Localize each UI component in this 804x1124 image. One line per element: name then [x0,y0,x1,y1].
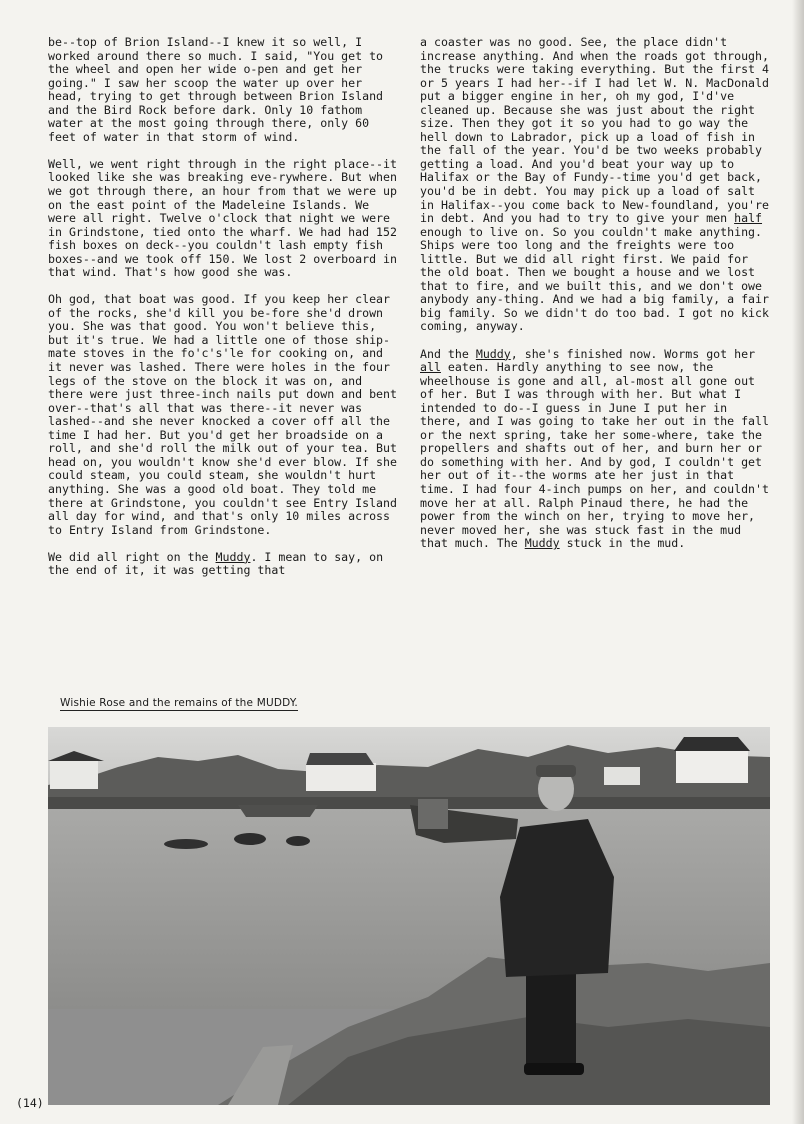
photo-illustration [48,727,770,1105]
building [50,761,98,789]
page-number: (14) [16,1096,44,1110]
left-column [48,36,402,591]
paragraph: be--top of Brion Island--I knew it so well, I worked around there so much. I said, "You get to the wheel and open her wide o-pen and get her going." I saw her scoop the water up over her head, trying to get through between Brion Island and the Bird Rock before dark. Only 10 fathom water at the most going through there, only 60 feet of water in that storm of wind. [48,35,384,144]
building [306,763,376,791]
photo-caption: Wishie Rose and the remains of the MUDDY. [60,697,298,709]
boat-name: Muddy [475,346,511,361]
paragraph: Well, we went right through in the right place--it looked like she was breaking eve-rywhere. But when we got through there, an hour from that we were up on the east point of the Madeleine Islands. We were all right. Twelve o'clock that night we were in Grindstone, tied onto the wharf. We had had 152 fish boxes on deck--you couldn't lash empty fish boxes--and we took off 150. We lost 2 overboard in that wind. That's how good she was. [48,156,398,280]
paragraph: Oh god, that boat was good. If you keep her clear of the rocks, she'd kill you be-fore she'd drown you. She was that good. You won't believe this, but it's true. We had a little one of those ship-mate stoves in the fo'c's'le for cooking on, and it never was lashed. There were holes in the four legs of the stove on the block it was on, and there were just three-inch nails put down and bent over--that's all that was there--it never was lashed--and she never knocked a cover off all the time I had her. But you'd get her broadside on a roll, and she'd roll the milk out of your tea. But head on, you wouldn't know she'd ever blow. If she could steam, you could steam, she wouldn't hurt anything. She was a good old boat. They told me there at Grindstone, you couldn't see Entry Island all day for wind, and that's only 10 miles across to Entry Island from Grindstone. [48,292,398,537]
boat-name: Muddy [524,536,560,551]
emphasis: all [420,360,441,375]
paragraph: And the Muddy, she's finished now. Worms got her all eaten. Hardly anything to see now, the wheelhouse is gone and all, al-most all gone out of her. But I was through with her. But what I intended to do--I guess in June I put her in there, and I was going to take her out in the fall or the next spring, take her some-where, take the propellers and shafts out of her, and burn her or do something with her. And by god, I couldn't get her out of it--the worms ate her just in that time. I had four 4-inch pumps on her, and couldn't move her at all. Ralph Pinaud there, he had the power from the winch on her, trying to move her, never moved her, she was stuck fast in the mud that much. The Muddy stuck in the mud. [420,346,770,551]
boat-name: Muddy [215,549,251,564]
building [676,749,748,783]
emphasis: half [734,211,763,226]
page-edge-shadow [792,0,804,1124]
paragraph: a coaster was no good. See, the place didn't increase anything. And when the roads got through, the trucks were taking everything. But the first 4 or 5 years I had her--if I had let W. N. MacDonald put a bigger engine in her, oh my god, I'd've cleaned up. Because she was just about the right size. Then they got it so you had to go way the hell down to Labrador, pick up a load of fish in the fall of the year. You'd be two weeks probably getting a load. And you'd beat your way up to Halifax or the Bay of Fundy--time you'd get back, you'd be in debt. You may pick up a load of salt in Halifax--you come back to New-foundland, you're in debt. And you had to try to give your men half enough to live on. So you couldn't make anything. Ships were too long and the freights were too little. But we did all right first. We paid for the old boat. Then we bought a house and we lost that to fire, and we built this, and we don't owe anybody any-thing. And we had a big family, a fair big family. So we didn't do too bad. I got no kick coming, anyway. [420,35,770,334]
paragraph: We did all right on the Muddy. I mean to say, on the end of it, it was getting that [48,549,384,578]
harbour-photo [48,727,770,1105]
right-column [420,36,774,564]
